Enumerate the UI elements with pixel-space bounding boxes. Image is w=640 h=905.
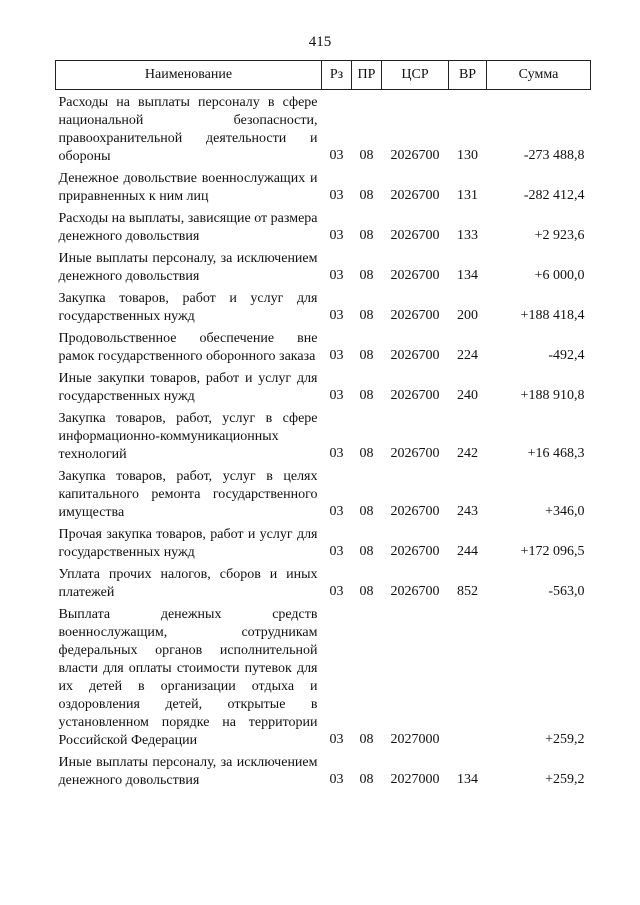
- cell-vr: 133: [457, 228, 478, 243]
- cell-vr: 134: [457, 772, 478, 787]
- cell-name: Денежное довольствие военнослужащих и приравненных к ним лиц: [58, 171, 318, 204]
- cell-name: Иные выплаты персоналу, за исключением денежного довольствия: [58, 251, 318, 284]
- cell-vr: [449, 602, 487, 750]
- cell-pr: 08: [359, 732, 374, 747]
- cell-sum: +172 096,5: [520, 544, 585, 559]
- cell-csr: 2026700: [390, 544, 440, 559]
- cell-sum: +259,2: [545, 732, 585, 747]
- cell-vr: 242: [457, 446, 478, 461]
- header-csr: ЦСР: [382, 61, 449, 90]
- cell-name: Расходы на выплаты персоналу в сфере национальной безопасности, правоохранительной деятельности и обороны: [58, 95, 318, 164]
- cell-rz: 03: [329, 308, 344, 323]
- table-row: [56, 522, 591, 562]
- cell-rz: 03: [329, 148, 344, 163]
- cell-csr: 2026700: [390, 348, 440, 363]
- table-row: [56, 406, 591, 464]
- table-row: [56, 286, 591, 326]
- cell-pr: 08: [359, 772, 374, 787]
- header-pr: ПР: [352, 61, 382, 90]
- cell-pr: 08: [359, 388, 374, 403]
- header-sum: Сумма: [487, 61, 591, 90]
- cell-vr: 130: [457, 148, 478, 163]
- cell-rz: 03: [329, 446, 344, 461]
- cell-pr: 08: [359, 188, 374, 203]
- cell-rz: 03: [329, 228, 344, 243]
- cell-csr: 2026700: [390, 446, 440, 461]
- cell-csr: 2027000: [390, 732, 440, 747]
- cell-pr: 08: [359, 148, 374, 163]
- cell-csr: 2026700: [390, 188, 440, 203]
- cell-name: Продовольственное обеспечение вне рамок государственного оборонного заказа: [58, 331, 318, 364]
- cell-rz: 03: [329, 504, 344, 519]
- cell-sum: +16 468,3: [527, 446, 585, 461]
- cell-rz: 03: [329, 732, 344, 747]
- table-row: [56, 206, 591, 246]
- cell-rz: 03: [329, 348, 344, 363]
- cell-name: Выплата денежных средств военнослужащим, сотрудникам федеральных органов исполнительной власти для оплаты стоимости путевок для их детей в организации отдыха и оздоровления детей, открытые в установленном порядке на территории Российской Федерации: [58, 607, 318, 748]
- cell-csr: 2026700: [390, 268, 440, 283]
- cell-rz: 03: [329, 584, 344, 599]
- cell-pr: 08: [359, 228, 374, 243]
- cell-vr: 240: [457, 388, 478, 403]
- cell-name: Иные закупки товаров, работ и услуг для государственных нужд: [58, 371, 318, 404]
- table-row: [56, 750, 591, 790]
- cell-sum: -282 412,4: [523, 188, 585, 203]
- cell-rz: 03: [329, 544, 344, 559]
- cell-pr: 08: [359, 268, 374, 283]
- cell-csr: 2027000: [390, 772, 440, 787]
- cell-rz: 03: [329, 268, 344, 283]
- header-vr: ВР: [449, 61, 487, 90]
- cell-sum: +188 910,8: [520, 388, 585, 403]
- cell-csr: 2026700: [390, 308, 440, 323]
- header-name: Наименование: [56, 61, 322, 90]
- cell-name: Иные выплаты персоналу, за исключением денежного довольствия: [58, 755, 318, 788]
- cell-name: Закупка товаров, работ, услуг в целях капитального ремонта государственного имущества: [58, 469, 318, 520]
- table-row: [56, 562, 591, 602]
- table-row: [56, 90, 591, 167]
- cell-rz: 03: [329, 188, 344, 203]
- cell-pr: 08: [359, 308, 374, 323]
- table-header-row: [56, 61, 591, 90]
- page-number: 415: [308, 34, 332, 50]
- table-row: [56, 366, 591, 406]
- table-row: [56, 166, 591, 206]
- cell-rz: 03: [329, 388, 344, 403]
- cell-vr: 224: [457, 348, 478, 363]
- cell-name: Закупка товаров, работ, услуг в сфере информационно-коммуникационных технологий: [58, 411, 318, 462]
- cell-sum: +6 000,0: [534, 268, 585, 283]
- cell-vr: 200: [457, 308, 478, 323]
- cell-rz: 03: [329, 772, 344, 787]
- cell-sum: -273 488,8: [523, 148, 585, 163]
- table-row: [56, 464, 591, 522]
- cell-vr: 134: [457, 268, 478, 283]
- cell-vr: 244: [457, 544, 478, 559]
- cell-pr: 08: [359, 584, 374, 599]
- cell-pr: 08: [359, 348, 374, 363]
- cell-sum: +259,2: [545, 772, 585, 787]
- cell-csr: 2026700: [390, 584, 440, 599]
- cell-name: Прочая закупка товаров, работ и услуг для государственных нужд: [58, 527, 318, 560]
- cell-vr: 852: [457, 584, 478, 599]
- header-rz: Рз: [322, 61, 352, 90]
- cell-csr: 2026700: [390, 148, 440, 163]
- cell-sum: +188 418,4: [520, 308, 585, 323]
- cell-vr: 243: [457, 504, 478, 519]
- table-row: [56, 246, 591, 286]
- table-body: [56, 90, 591, 791]
- table-row: [56, 602, 591, 750]
- cell-csr: 2026700: [390, 228, 440, 243]
- cell-pr: 08: [359, 504, 374, 519]
- cell-vr: 131: [457, 188, 478, 203]
- cell-sum: -563,0: [548, 584, 585, 599]
- cell-pr: 08: [359, 544, 374, 559]
- budget-table: [55, 60, 591, 790]
- cell-csr: 2026700: [390, 504, 440, 519]
- cell-name: Расходы на выплаты, зависящие от размера денежного довольствия: [58, 211, 318, 244]
- cell-pr: 08: [359, 446, 374, 461]
- cell-csr: 2026700: [390, 388, 440, 403]
- cell-name: Закупка товаров, работ и услуг для государственных нужд: [58, 291, 318, 324]
- cell-sum: -492,4: [548, 348, 585, 363]
- cell-sum: +346,0: [545, 504, 585, 519]
- cell-name: Уплата прочих налогов, сборов и иных платежей: [58, 567, 318, 600]
- table-row: [56, 326, 591, 366]
- cell-sum: +2 923,6: [534, 228, 585, 243]
